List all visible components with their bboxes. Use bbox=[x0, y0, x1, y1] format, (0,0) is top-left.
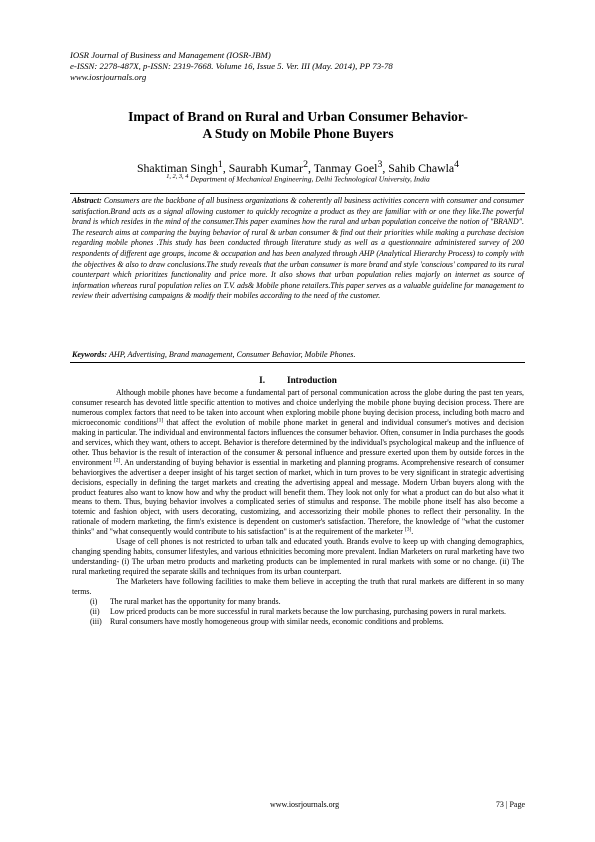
paragraph: Usage of cell phones is not restricted to urban talk and educated youth. Brands evolve to keep up with changing demographics, changing spending habits, consumer lifestyles, and various ethnicities becoming more prevalent. Indian Marketers on rural marketing have two understanding- (i) The urban metro products and marketing products can be implemented in rural markets with some or no change. (ii) The rural marketing required the separate skills and techniques from its urban counterpart. bbox=[72, 537, 524, 577]
author-name: Shaktiman Singh bbox=[136, 160, 218, 175]
keywords-label: Keywords: bbox=[72, 350, 108, 359]
abstract-top-rule bbox=[70, 193, 525, 194]
list-text: The rural market has the opportunity for many brands. bbox=[110, 597, 281, 607]
affiliation-text: Department of Mechanical Engineering, Delhi Technological University, India bbox=[190, 174, 430, 184]
section-title: Introduction bbox=[287, 375, 337, 385]
paragraph bbox=[72, 388, 524, 537]
paper-title bbox=[70, 108, 526, 142]
body-text bbox=[72, 388, 524, 627]
section-heading bbox=[70, 375, 526, 385]
abstract-label: Abstract: bbox=[72, 196, 102, 205]
author-name: Sahib Chawla bbox=[388, 160, 455, 175]
citation: [2] bbox=[113, 457, 121, 464]
reason-list bbox=[72, 597, 524, 627]
list-item bbox=[90, 607, 524, 617]
author-sup: 4 bbox=[454, 159, 460, 170]
journal-site: www.iosrjournals.org bbox=[70, 72, 147, 82]
abstract-bottom-rule bbox=[70, 362, 525, 363]
author-sup: 3 bbox=[377, 159, 383, 170]
list-item bbox=[90, 597, 524, 607]
list-marker: (i) bbox=[90, 597, 98, 607]
paragraph-text: that affect the evolution of mobile phone market in general and individual consumer's motives and decision making in particular. The individual and environmental factors influences the consumer behavior. Often, consumer in India purchases the goods and services, which they want, others to accept. Behavior is therefore determined by the individual's psychological makeup and the influence of other. Thus behavior is the result of interaction of the consumer & personal influence and pressure exerted upon them by outside forces in the environment bbox=[72, 417, 524, 467]
affiliation-sup: 1, 2, 3, 4 bbox=[166, 173, 189, 180]
keywords-text: AHP, Advertising, Brand management, Consumer Behavior, Mobile Phones. bbox=[107, 350, 356, 359]
author-sup: 2 bbox=[303, 159, 309, 170]
journal-name: IOSR Journal of Business and Management (IOSR-JBM) bbox=[70, 50, 271, 60]
affiliation bbox=[70, 172, 526, 184]
list-text: Rural consumers have mostly homogeneous group with similar needs, economic conditions and problems. bbox=[110, 616, 444, 626]
paragraph-text: Although mobile phones have become a fundamental part of personal communication across the globe during the past ten years, consumer research has devoted little specific attention to motives and choice underlying the mobile phone buying decision process. There are numerous complex factors that need to be taken into account when exploring mobile phone buying decision process, including both macro and microeconomic conditions bbox=[72, 388, 524, 427]
journal-issn: e-ISSN: 2278-487X, p-ISSN: 2319-7668. Volume 16, Issue 5. Ver. III (May. 2014), PP 73-78 bbox=[70, 61, 393, 71]
section-number: I. bbox=[259, 375, 265, 385]
keywords bbox=[72, 350, 524, 360]
title-line-2: A Study on Mobile Phone Buyers bbox=[202, 126, 394, 141]
author-separator: , bbox=[308, 160, 314, 175]
list-item bbox=[90, 617, 524, 627]
paragraph: The Marketers have following facilities to make them believe in accepting the truth that rural markets are different in so many terms. bbox=[72, 577, 524, 597]
author-separator: , bbox=[222, 160, 229, 175]
footer-url[interactable]: www.iosrjournals.org bbox=[270, 800, 340, 809]
list-text: Low priced products can be more successful in rural markets because the low purchasing, purchasing powers in rural markets. bbox=[110, 606, 506, 616]
author-name: Saurabh Kumar bbox=[228, 160, 304, 175]
citation: [3] bbox=[404, 526, 412, 533]
abstract bbox=[72, 196, 524, 302]
title-line-1: Impact of Brand on Rural and Urban Consumer Behavior- bbox=[128, 109, 468, 124]
page-number: 73 | Page bbox=[495, 800, 525, 809]
paragraph-text: . An understanding of buying behavior is essential in marketing and planning programs. Acomprehensive research of consumer behaviorgives the advertiser a deeper insight of his target section of market, which in turn proves to be very significant in strategic advertising decisions, especially in defining the target markets and creating the advertising appeal and message. Modern Urban buyers along with the product features also want to know how and why the product will benefit them. They look not only for what a product can do but also what it means to them. Thus, buying behavior involves a complicated series of stimulus and response. The mobile phone itself has also become a totemic and fashion object, with users decorating, customizing, and accessorizing their mobile phones to reflect their personality. In the rationale of modern marketing, the firm's existence is dependent on customer's satisfaction. Therefore, the knowledge of "what the customer thinks" and "what consequently would contribute to his satisfaction" is at the requirement of the marketer bbox=[72, 457, 525, 537]
paragraph-text: . bbox=[411, 527, 414, 537]
list-marker: (iii) bbox=[90, 616, 102, 626]
citation: [1] bbox=[156, 417, 164, 424]
author-name: Tanmay Goel bbox=[313, 160, 378, 175]
author-sup: 1 bbox=[217, 159, 223, 170]
abstract-text: Consumers are the backbone of all business organizations & coherently all business activities concern with consumer and consumer satisfaction.Brand acts as a signal allowing customer to quickly recognize a product as they are familiar with or one they like.The powerful brand is which resides in the mind of the consumer.This paper examines how the rural and urban population conceive the notion of "BRAND". The research aims at comparing the buying behavior of rural & urban consumer & find out their priorities while making a purchase decision regarding mobile phones .This study has been conducted through literature study as well as a questionnaire administered survey of 200 respondents of different age groups, income & occupation and has been analyzed through AHP (Analytical Hierarchy Process) to comply with the objectives & also to draw conclusions.The study reveals that the urban consumer is more brand and style 'conscious' compared to its rural counterpart which prioritizes functionality and price more. It also shows that urban population relies majorly on internet as source of information whereas rural population relies on T.V. ads& Mobile phone retailers.This paper serves as a valuable guideline for management to review their advertising campaigns & modify their mobiles according to the need of the customer. bbox=[72, 196, 524, 301]
list-marker: (ii) bbox=[90, 606, 100, 616]
author-separator: , bbox=[382, 160, 389, 175]
journal-header bbox=[70, 50, 530, 83]
